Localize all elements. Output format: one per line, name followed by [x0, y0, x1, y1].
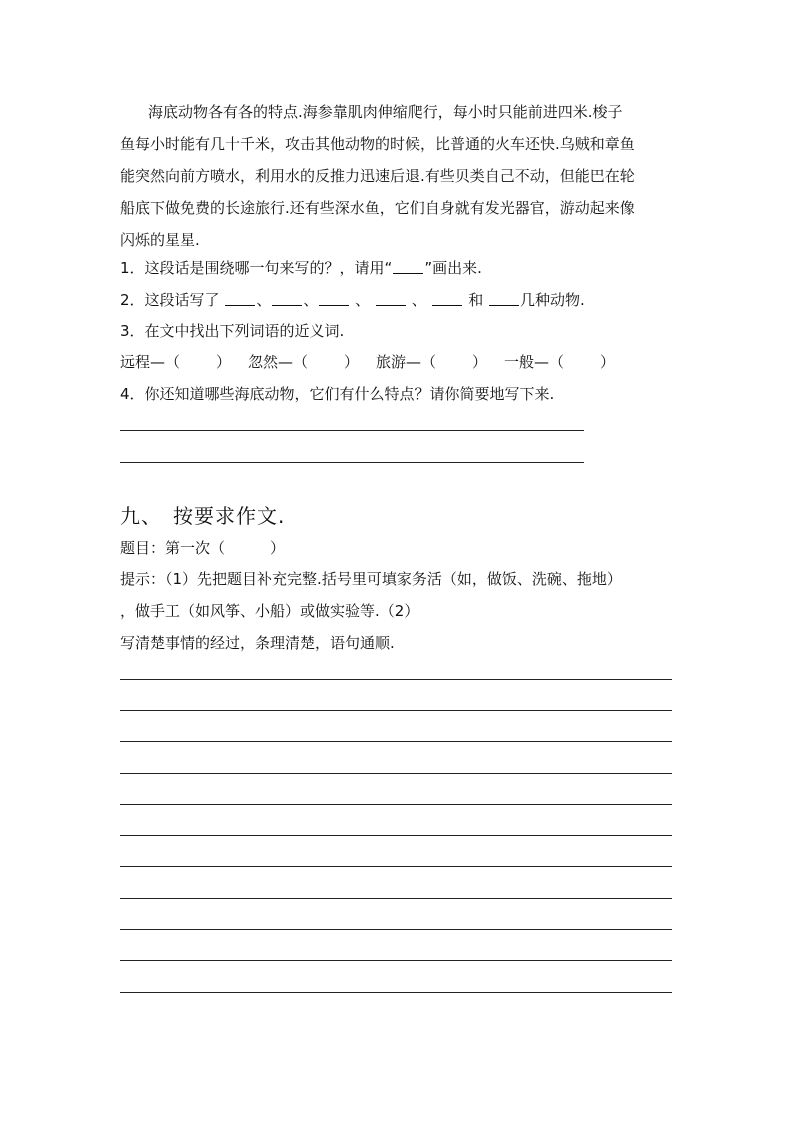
- question-1: [120, 256, 482, 280]
- essay-writing-line[interactable]: [120, 992, 672, 993]
- question-1-blank[interactable]: [393, 259, 423, 274]
- question-2-blank-5[interactable]: [432, 291, 462, 306]
- essay-title: 题目：第一次（ ）: [120, 539, 286, 557]
- question-2-sep: 、: [350, 291, 371, 309]
- essay-writing-line[interactable]: [120, 679, 672, 680]
- essay-writing-line[interactable]: [120, 929, 672, 930]
- synonym-close: ）: [344, 353, 360, 371]
- synonym-word: 忽然—（: [248, 353, 309, 371]
- essay-hint-line-3: 写清楚事情的经过，条理清楚，语句通顺.: [120, 634, 395, 652]
- passage-line-2: 鱼每小时能有几十千米，攻击其他动物的时候，比普通的火车还快.乌贼和章鱼: [120, 135, 635, 153]
- synonym-close: ）: [600, 353, 616, 371]
- synonym-close: ）: [216, 353, 232, 371]
- essay-hint-line-1: 提示：（1）先把题目补充完整.括号里可填家务活（如，做饭、洗碗、拖地）: [120, 570, 622, 588]
- question-1-text: 1．这段话是围绕哪一句来写的？，请用“: [120, 259, 393, 277]
- synonym-word: 一般—（: [504, 353, 565, 371]
- question-1-text-end: ”画出来.: [424, 259, 482, 277]
- synonym-item-2: [248, 350, 359, 374]
- essay-writing-line[interactable]: [120, 710, 672, 711]
- question-2-text: 2．这段话写了: [120, 291, 220, 309]
- synonym-close: ）: [472, 353, 488, 371]
- essay-writing-line[interactable]: [120, 898, 672, 899]
- question-2-sep: 、: [256, 291, 272, 309]
- synonym-item-3: [376, 350, 487, 374]
- essay-writing-line[interactable]: [120, 773, 672, 774]
- question-3: 3．在文中找出下列词语的近义词.: [120, 322, 345, 340]
- passage-line-1: 海底动物各有各的特点.海参靠肌肉伸缩爬行，每小时只能前进四米.梭子: [148, 103, 623, 121]
- essay-writing-line[interactable]: [120, 804, 672, 805]
- synonym-item-4: [504, 350, 615, 374]
- synonym-word: 远程—（: [120, 353, 181, 371]
- question-2-blank-3[interactable]: [319, 291, 349, 306]
- question-2-blank-4[interactable]: [376, 291, 406, 306]
- passage-line-4: 船底下做免费的长途旅行.还有些深水鱼，它们自身就有发光器官，游动起来像: [120, 199, 635, 217]
- question-2-and: 和: [463, 291, 489, 309]
- answer-line[interactable]: [120, 462, 584, 463]
- question-2-sep: 、: [303, 291, 319, 309]
- question-2-blank-2[interactable]: [272, 291, 302, 306]
- answer-line[interactable]: [120, 430, 584, 431]
- question-2-blank-6[interactable]: [489, 291, 519, 306]
- synonym-item-1: [120, 350, 231, 374]
- question-4: 4．你还知道哪些海底动物，它们有什么特点？请你简要地写下来.: [120, 385, 555, 403]
- passage-line-5: 闪烁的星星.: [120, 231, 200, 249]
- essay-writing-line[interactable]: [120, 866, 672, 867]
- question-2-text-end: 几种动物.: [520, 291, 585, 309]
- question-2: [120, 288, 585, 312]
- essay-writing-line[interactable]: [120, 960, 672, 961]
- reading-passage: [120, 96, 676, 256]
- synonym-word: 旅游—（: [376, 353, 437, 371]
- question-2-blank-1[interactable]: [225, 291, 255, 306]
- essay-writing-line[interactable]: [120, 741, 672, 742]
- passage-line-3: 能突然向前方喷水，利用水的反推力迅速后退.有些贝类自己不动，但能巴在轮: [120, 167, 635, 185]
- essay-writing-line[interactable]: [120, 835, 672, 836]
- section-nine-heading: 九、 按要求作文.: [120, 504, 286, 528]
- essay-hint-line-2: ，做手工（如风筝、小船）或做实验等.（2）: [120, 602, 420, 620]
- question-2-sep: 、: [406, 291, 427, 309]
